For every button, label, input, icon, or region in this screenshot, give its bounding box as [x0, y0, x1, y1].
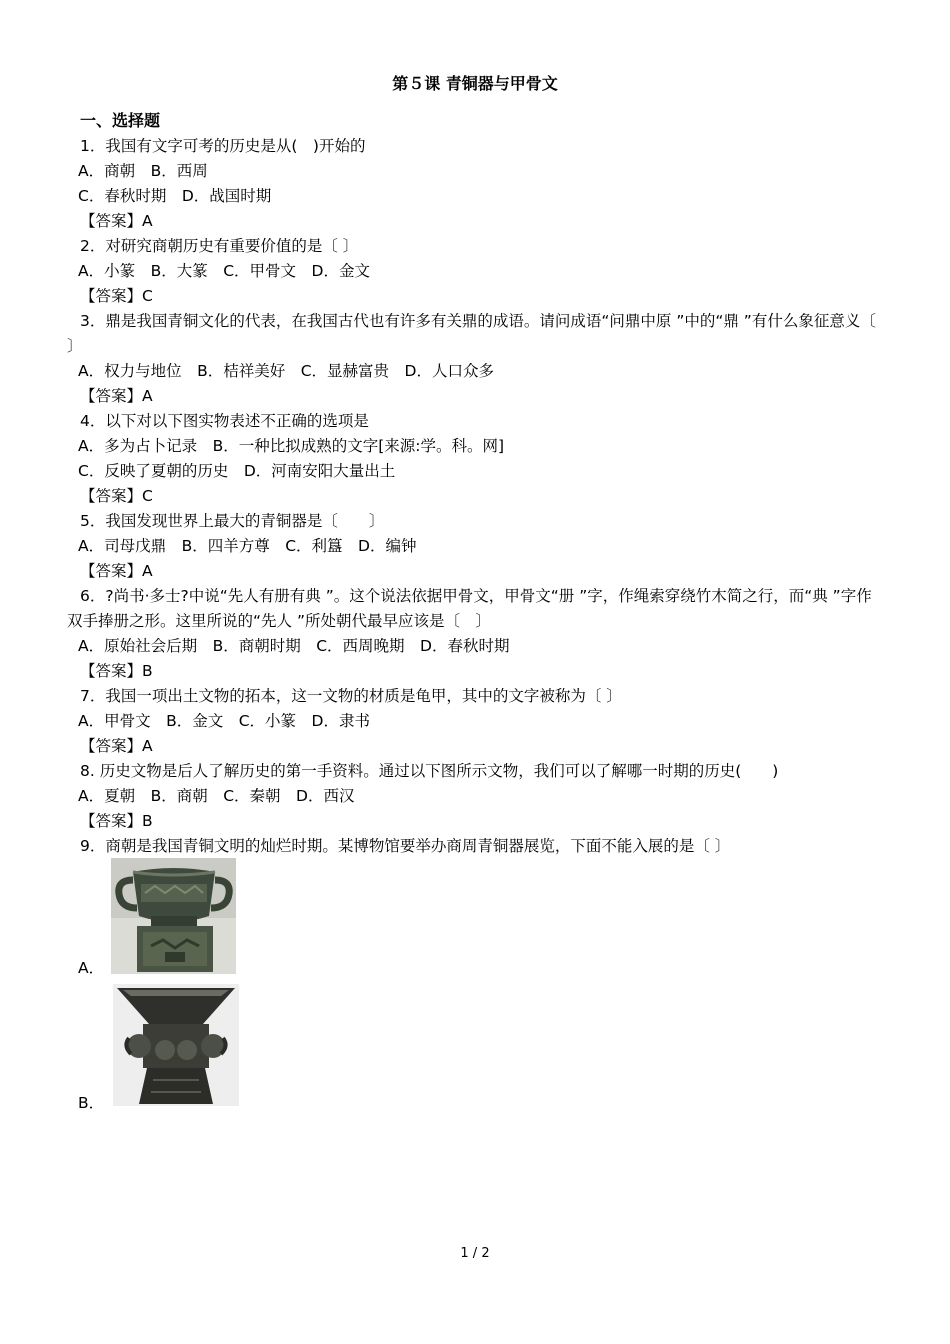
q1-options-line2: C．春秋时期 D．战国时期 [78, 187, 272, 205]
q5-answer: 【答案】A [80, 562, 153, 580]
question-7: 7．我国一项出土文物的拓本，这一文物的材质是龟甲，其中的文字被称为〔 〕 [80, 687, 622, 705]
q2-options: A．小篆 B．大篆 C．甲骨文 D．金文 [78, 262, 370, 280]
page-title: 第５课 青铜器与甲骨文 [392, 74, 558, 93]
q1-answer: 【答案】A [80, 212, 153, 230]
q4-options-line1: A．多为占卜记录 B．一种比拟成熟的文字[来源:学。科。网] [78, 437, 505, 455]
q9-option-a-label: A． [78, 959, 105, 977]
question-9: 9．商朝是我国青铜文明的灿烂时期。某博物馆要举办商周青铜器展览，下面不能入展的是〔 〕 [80, 837, 731, 855]
four-ram-zun-photo [113, 984, 239, 1106]
question-1: 1．我国有文字可考的历史是从( )开始的 [80, 137, 366, 155]
q9-option-b-label: B． [78, 1094, 105, 1112]
q5-options: A．司母戊鼎 B．四羊方尊 C．利簋 D．编钟 [78, 537, 417, 555]
q7-answer: 【答案】A [80, 737, 153, 755]
q2-answer: 【答案】C [80, 287, 153, 305]
question-2: 2．对研究商朝历史有重要价值的是〔 〕 [80, 237, 359, 255]
section-heading: 一、选择题 [80, 111, 161, 130]
q1-options-line1: A．商朝 B．西周 [78, 162, 208, 180]
q6-options: A．原始社会后期 B．商朝时期 C．西周晚期 D．春秋时期 [78, 637, 510, 655]
q3-answer: 【答案】A [80, 387, 153, 405]
q4-options-line2: C．反映了夏朝的历史 D．河南安阳大量出土 [78, 462, 396, 480]
question-3: 3．鼎是我国青铜文化的代表，在我国古代也有许多有关鼎的成语。请问成语“问鼎中原 ”中的“鼎 ”有什么象征意义〔 〕 [67, 312, 876, 355]
q6-answer: 【答案】B [80, 662, 153, 680]
q4-answer: 【答案】C [80, 487, 153, 505]
question-4: 4．以下对以下图实物表述不正确的选项是 [80, 412, 369, 430]
question-6: 6．?尚书·多士?中说“先人有册有典 ”。这个说法依据甲骨文，甲骨文“册 ”字，作绳索穿绕竹木简之行，而“典 ”字作双手捧册之形。这里所说的“先人 ”所处朝代最早应该是〔 〕 [67, 587, 872, 630]
bronze-gui-vessel-photo [111, 858, 236, 974]
q7-options: A．甲骨文 B．金文 C．小篆 D．隶书 [78, 712, 370, 730]
page-number: 1 / 2 [460, 1246, 490, 1261]
question-8: 8. 历史文物是后人了解历史的第一手资料。通过以下图所示文物，我们可以了解哪一时期的历史( ) [80, 762, 779, 780]
q3-options: A．权力与地位 B．桔祥美好 C．显赫富贵 D．人口众多 [78, 362, 494, 380]
q8-options: A．夏朝 B．商朝 C．秦朝 D．西汉 [78, 787, 355, 805]
q8-answer: 【答案】B [80, 812, 153, 830]
question-5: 5．我国发现世界上最大的青铜器是〔 〕 [80, 512, 385, 530]
